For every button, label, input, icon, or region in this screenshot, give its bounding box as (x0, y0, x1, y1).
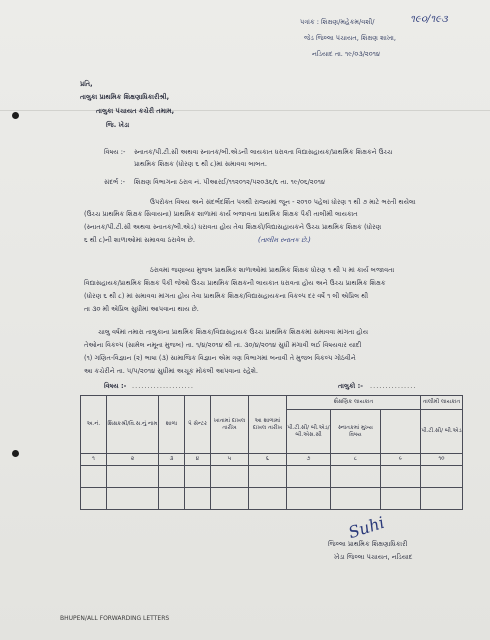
table-cell (381, 488, 421, 510)
col-number: ૨ (107, 454, 159, 466)
para3-line-3: (૧) ગણિત-વિજ્ઞાન (૨) ભાષા (૩) સામાજિક વિજ્ઞાન એમ ત્રણ વિભાગમાં બનાવી તે મુજબ વિકલ્પ ગોઠવીને (84, 354, 356, 362)
col-number: ૫ (211, 454, 249, 466)
table-cell (185, 488, 211, 510)
outward-label: પત્રાંક : શિક્ષણ/મહેકમ/વશી/ (300, 18, 375, 26)
table-cell (249, 466, 287, 488)
recipient-line-3: જિ. ખેડા (106, 121, 130, 129)
form-taluka-blank: ............... (370, 382, 417, 390)
place-date: નડિયાદ તા. ૧૯/૦૩/૨૦૧૪ (312, 50, 381, 58)
recipient-line-2: તાલુકા પંચાયત કચેરી તમામ, (96, 107, 175, 115)
header-school: શાળા (159, 396, 185, 454)
para2-line-4: તા ૩૦ મી એપ્રિલ સુધીમાં આપવાના થાય છે. (84, 305, 199, 313)
header-school-join-date: આ શાળામાં દાખલ તારીખ (249, 396, 287, 454)
subject-label: વિષય :- (104, 148, 126, 156)
table-cell (211, 466, 249, 488)
reference-text: શિક્ષણ વિભાગના ઠરાવ નં. પીઆરઈ/૧૧૨૦૧૨/૫૨૦૩૬/૬ તા. ૧૯/૦૬/૨૦૧૪ (134, 178, 326, 186)
reference-label: સંદર્ભ :- (104, 178, 125, 186)
col-number: ૧ (81, 454, 107, 466)
table-cell (331, 488, 381, 510)
recipient-prati: પ્રતિ, (80, 80, 93, 88)
table-cell (331, 466, 381, 488)
header-pay-center: પે સેન્ટર (185, 396, 211, 454)
para3-line-2: તેઓના વિકલ્પ (સામેલ નમૂના મુજબ) તા. ૧/૪/૨૦૧૪ થી તા. ૩૦/૪/૨૦૧૪ સુધી મંગાવી લઈ વિષયવાર યાદી (84, 341, 362, 349)
table-cell (107, 488, 159, 510)
col-number: ૮ (331, 454, 381, 466)
para3-line-1: ચાલુ વર્ષમાં તમારા તાલુકાના પ્રાથમિક શિક્ષક/વિદ્યાસહાયક ઉચ્ચ પ્રાથમિક શિક્ષકમાં સમાવવા માંગતા હોય (98, 328, 369, 336)
subject-line-2: પ્રાથમિક શિક્ષક (ધોરણ ૬ થી ૮)માં સમાવવા બાબત. (134, 160, 267, 168)
table-cell (211, 488, 249, 510)
form-subject-label: વિષય :- (104, 382, 127, 390)
para1-line-2: (ઉચ્ચ પ્રાથમિક શિક્ષક સિવાયના) પ્રાથમિક શાળામાં કાર્ય બજાવતા પ્રાથમિક શિક્ષક પૈકી તાલીમી લાયકાત (84, 210, 358, 218)
signatory-office: ખેડા જિલ્લા પંચાયત, નડિયાદ (334, 553, 413, 561)
col-number: ૧૦ (421, 454, 463, 466)
table-cell (107, 466, 159, 488)
table-cell (287, 488, 331, 510)
table-cell (185, 466, 211, 488)
header-teacher-name: શિક્ષકશ્રી/વિ.સ.નું નામ (107, 396, 159, 454)
signatory-title: જિલ્લા પ્રાથમિક શિક્ષણાધિકારી (328, 540, 408, 548)
table-cell (249, 488, 287, 510)
header-dept-join-date: ખાતામાં દાખલ તારીખ (211, 396, 249, 454)
para2-line-2: વિદ્યાસહાયક/પ્રાથમિક શિક્ષક પૈકી જેઓ ઉચ્ચ પ્રાથમિક શિક્ષકની લાયકાત ધરાવતા હોય અને ઉચ્ચ પ્રાથમિક શિક્ષક (84, 279, 386, 287)
signature-mark: Suhi (345, 512, 387, 543)
para2-line-3: (ધોરણ ૬ થી ૮) માં સમાવવા માંગતા હોય તેવા પ્રાથમિક શિક્ષક/વિદ્યાસહાયકના વિકલ્પ દર વર્ષે ૧ લી એપ્રિલ થી (84, 292, 369, 300)
para1-line-1: ઉપરોક્ત વિષય અને સંદર્ભદર્શિત પત્રથી રાજ્યમાં જૂન - ૨૦૧૦ પહેલાં ધોરણ ૧ થી ૭ માટે ભરતી થયેલા (150, 198, 416, 206)
form-subject-blank: .................... (132, 382, 194, 390)
footer-file-path: BHUPEN/ALL FORWARDING LETTERS (60, 615, 170, 622)
header-qual-other (381, 410, 421, 454)
outward-number: ૧૯૦/૧૯૩ (410, 14, 448, 25)
table-cell (287, 466, 331, 488)
header-serial: અ.નં. (81, 396, 107, 454)
form-taluka-label: તાલુકો :- (338, 382, 363, 390)
col-number: ૯ (381, 454, 421, 466)
header-training-degree: પી.ટી.સી/ બી.એડ (421, 410, 463, 454)
table-cell (81, 488, 107, 510)
col-number: ૩ (159, 454, 185, 466)
office-name: જેડ જિલ્લા પંચાયત, શિક્ષણ શાખા, (304, 34, 396, 42)
paper-fold-line (0, 110, 490, 111)
para1-line-3: (સ્નાતક/પી.ટી.સી અથવા સ્નાતક/બી.એડ) ધરાવતા હોય તેવા શિક્ષકો/વિદ્યાસહાયકને ઉચ્ચ પ્રાથમિક શિક્ષક (ધોરણ (84, 223, 382, 231)
table-cell (159, 488, 185, 510)
para1-handwritten-note: (તાલીમ સ્નાતક છે.) (258, 236, 311, 244)
recipient-line-1: તાલુકા પ્રાથમિક શિક્ષણાધિકારીશ્રી, (80, 93, 170, 101)
table-cell (81, 466, 107, 488)
para1-line-4: ૬ થી ૮)ની શાળાઓમાં સમાવવા ઠરાવેલ છે. (84, 236, 195, 244)
col-number: ૪ (185, 454, 211, 466)
header-qualification: શૈક્ષણિક લાયકાત (287, 396, 421, 410)
option-form-table (80, 395, 463, 510)
col-number: ૬ (249, 454, 287, 466)
header-training: તાલીમી લાયકાત (421, 396, 463, 410)
table-cell (381, 466, 421, 488)
para2-line-1: ઠરાવમાં જણાવ્યા મુજબ પ્રાથમિક શાળાઓમાં પ્રાથમિક શિક્ષક ધોરણ ૧ થી ૫ માં કાર્ય બજાવતા (150, 266, 395, 274)
header-qual-degree: પી.ટી.સી/ બી.એડ/ બી.એસ.સી (287, 410, 331, 454)
punch-hole-top (12, 112, 19, 119)
para3-line-4: આ કચેરીને તા. ૫/૫/૨૦૧૪ સુધીમાં અચૂક મોકલી આપવાના રહેશે. (84, 367, 259, 375)
table-cell (421, 466, 463, 488)
punch-hole-bottom (12, 450, 19, 457)
col-number: ૭ (287, 454, 331, 466)
header-qual-main-subject: સ્નાતકમાં મુખ્ય વિષય (331, 410, 381, 454)
subject-line-1: સ્નાતક/પી.ટી.સી અથવા સ્નાતક/બી.એડની લાયકાત ધરાવતા વિદ્યાસહાયક/પ્રાથમિક શિક્ષકને ઉચ્ચ (134, 148, 393, 156)
table-cell (159, 466, 185, 488)
table-cell (421, 488, 463, 510)
